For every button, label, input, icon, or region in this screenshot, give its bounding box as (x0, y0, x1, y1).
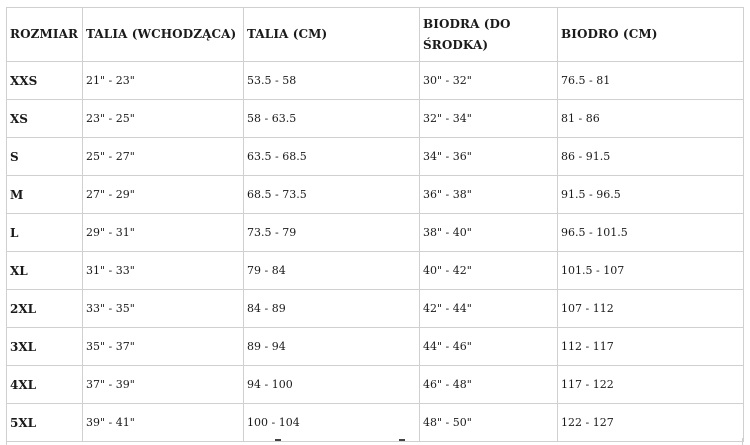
waist-inches-cell: 35" - 37" (83, 328, 244, 366)
waist-inches-cell: 25" - 27" (83, 138, 244, 176)
waist-inches-cell: 21" - 23" (83, 62, 244, 100)
waist-cm-cell: 73.5 - 79 (244, 214, 420, 252)
hips-cm-cell: 117 - 122 (558, 366, 744, 404)
size-cell: L (7, 214, 83, 252)
size-cell: XS (7, 100, 83, 138)
table-header-row (7, 8, 744, 62)
waist-cm-cell: 84 - 89 (244, 290, 420, 328)
waist-cm-cell: 68.5 - 73.5 (244, 176, 420, 214)
hips-cm-cell: 86 - 91.5 (558, 138, 744, 176)
size-cell: 5XL (7, 404, 83, 442)
waist-inches-cell: 37" - 39" (83, 366, 244, 404)
size-cell: 2XL (7, 290, 83, 328)
waist-inches-cell: 29" - 31" (83, 214, 244, 252)
table-row (7, 404, 744, 442)
table-row (7, 176, 744, 214)
hips-inches-cell: 36" - 38" (420, 176, 558, 214)
header-waist-inches: TALIA (WCHODZĄCA) (83, 8, 244, 62)
table-row (7, 328, 744, 366)
waist-cm-cell: 53.5 - 58 (244, 62, 420, 100)
table-row (7, 366, 744, 404)
table-row (7, 100, 744, 138)
hips-inches-cell: 30" - 32" (420, 62, 558, 100)
table-row (7, 62, 744, 100)
header-size: ROZMIAR (7, 8, 83, 62)
header-hips-cm: BIODRO (CM) (558, 8, 744, 62)
waist-cm-cell: 94 - 100 (244, 366, 420, 404)
hips-inches-cell: 38" - 40" (420, 214, 558, 252)
hips-cm-cell: 101.5 - 107 (558, 252, 744, 290)
waist-inches-cell: 23" - 25" (83, 100, 244, 138)
hips-inches-cell: 46" - 48" (420, 366, 558, 404)
hips-inches-cell: 34" - 36" (420, 138, 558, 176)
hips-inches-cell: 40" - 42" (420, 252, 558, 290)
cropped-text-fragment (399, 439, 405, 441)
hips-cm-cell: 112 - 117 (558, 328, 744, 366)
size-cell: M (7, 176, 83, 214)
waist-cm-cell: 58 - 63.5 (244, 100, 420, 138)
size-cell: 4XL (7, 366, 83, 404)
table-row (7, 252, 744, 290)
hips-cm-cell: 91.5 - 96.5 (558, 176, 744, 214)
waist-inches-cell: 27" - 29" (83, 176, 244, 214)
table-row (7, 290, 744, 328)
table-row (7, 214, 744, 252)
waist-cm-cell: 89 - 94 (244, 328, 420, 366)
waist-inches-cell: 31" - 33" (83, 252, 244, 290)
size-cell: S (7, 138, 83, 176)
hips-cm-cell: 122 - 127 (558, 404, 744, 442)
size-cell: 3XL (7, 328, 83, 366)
header-hips-inches: BIODRA (DO ŚRODKA) (420, 8, 558, 62)
hips-inches-cell: 32" - 34" (420, 100, 558, 138)
waist-inches-cell: 33" - 35" (83, 290, 244, 328)
hips-inches-cell: 42" - 44" (420, 290, 558, 328)
hips-cm-cell: 96.5 - 101.5 (558, 214, 744, 252)
hips-inches-cell: 44" - 46" (420, 328, 558, 366)
waist-inches-cell: 39" - 41" (83, 404, 244, 442)
cropped-next-row (6, 438, 743, 445)
waist-cm-cell: 100 - 104 (244, 404, 420, 442)
table-row (7, 138, 744, 176)
header-waist-cm: TALIA (CM) (244, 8, 420, 62)
size-cell: XL (7, 252, 83, 290)
waist-cm-cell: 79 - 84 (244, 252, 420, 290)
size-cell: XXS (7, 62, 83, 100)
hips-cm-cell: 81 - 86 (558, 100, 744, 138)
waist-cm-cell: 63.5 - 68.5 (244, 138, 420, 176)
size-chart-table (6, 7, 744, 442)
hips-cm-cell: 76.5 - 81 (558, 62, 744, 100)
cropped-text-fragment (275, 439, 281, 441)
hips-inches-cell: 48" - 50" (420, 404, 558, 442)
hips-cm-cell: 107 - 112 (558, 290, 744, 328)
